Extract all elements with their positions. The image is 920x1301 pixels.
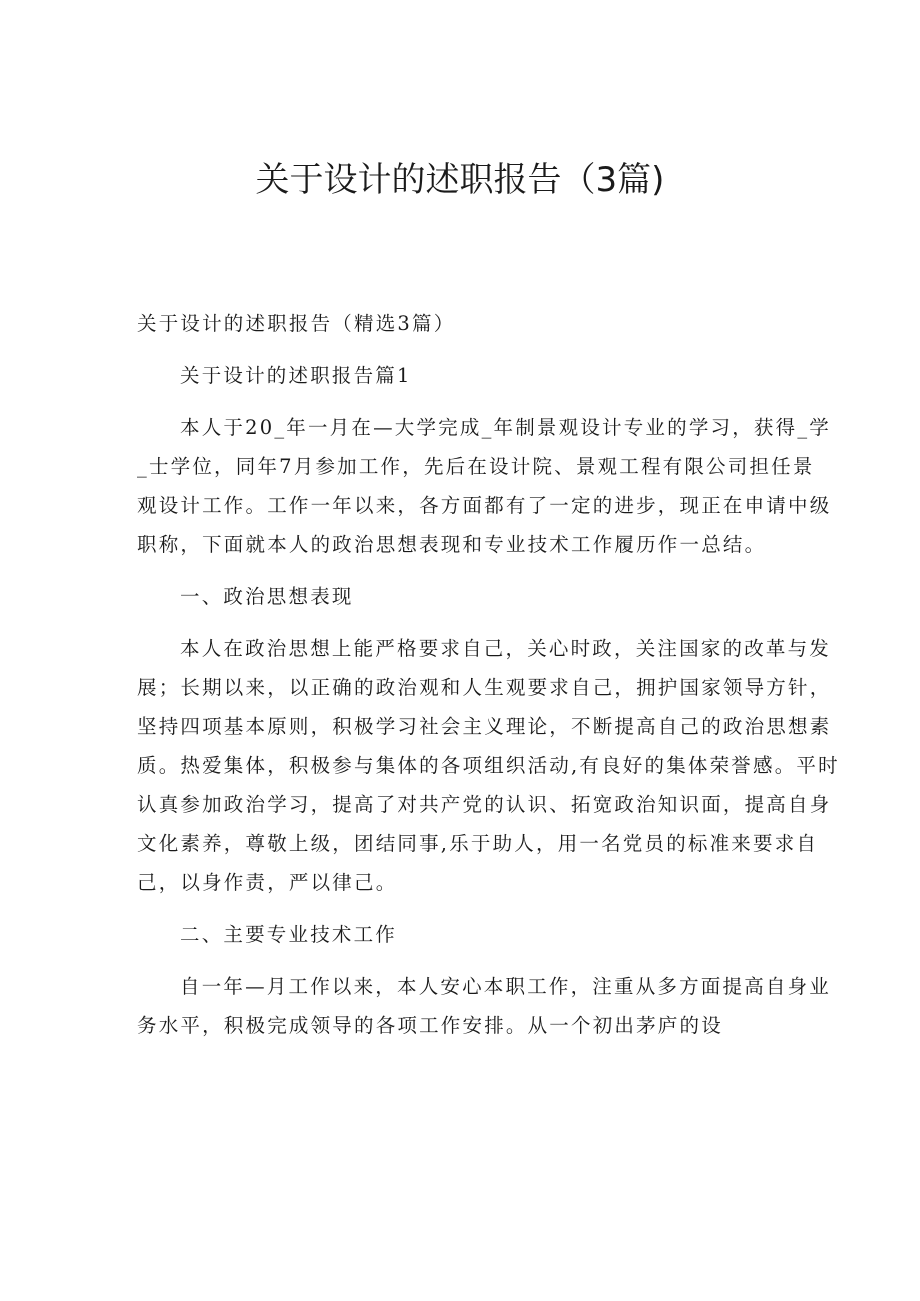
paragraph-line: 展；长期以来，以正确的政治观和人生观要求自己，拥护国家领导方针， [137, 676, 832, 699]
paragraph-line: 质。热爱集体，积极参与集体的各项组织活动,有良好的集体荣誉感。平时 [137, 754, 840, 777]
document-body [137, 304, 840, 1045]
paragraph-line: 本人于20_年一月在—大学完成_年制景观设计专业的学习，获得_学 [180, 416, 831, 439]
document-title: 关于设计的述职报告（3篇) [255, 160, 665, 200]
paragraph-line: 文化素养，尊敬上级，团结同事,乐于助人，用一名党员的标准来要求自 [137, 832, 819, 855]
paragraph-line: 观设计工作。工作一年以来，各方面都有了一定的进步，现正在申请中级 [137, 494, 832, 517]
document-subtitle: 关于设计的述职报告（精选3篇） [137, 312, 456, 335]
paragraph-line: 坚持四项基本原则，积极学习社会主义理论，不断提高自己的政治思想素 [137, 715, 832, 738]
heading-technical-work: 二、主要专业技术工作 [180, 923, 398, 946]
paragraph-line: 认真参加政治学习，提高了对共产党的认识、拓宽政治知识面，提高自身 [137, 793, 832, 816]
paragraph-line: _士学位，同年7月参加工作，先后在设计院、景观工程有限公司担任景 [137, 455, 815, 478]
paragraph-line: 己，以身作责，严以律己。 [137, 871, 398, 894]
section-title: 关于设计的述职报告篇1 [180, 364, 412, 387]
heading-political-performance: 一、政治思想表现 [180, 585, 354, 608]
paragraph-line: 自一年—月工作以来，本人安心本职工作，注重从多方面提高自身业 [180, 975, 832, 998]
paragraph-line: 务水平，积极完成领导的各项工作安排。从一个初出茅庐的设 [137, 1014, 723, 1037]
paragraph-line: 职称，下面就本人的政治思想表现和专业技术工作履历作一总结。 [137, 533, 767, 556]
paragraph-line: 本人在政治思想上能严格要求自己，关心时政，关注国家的改革与发 [180, 637, 832, 660]
